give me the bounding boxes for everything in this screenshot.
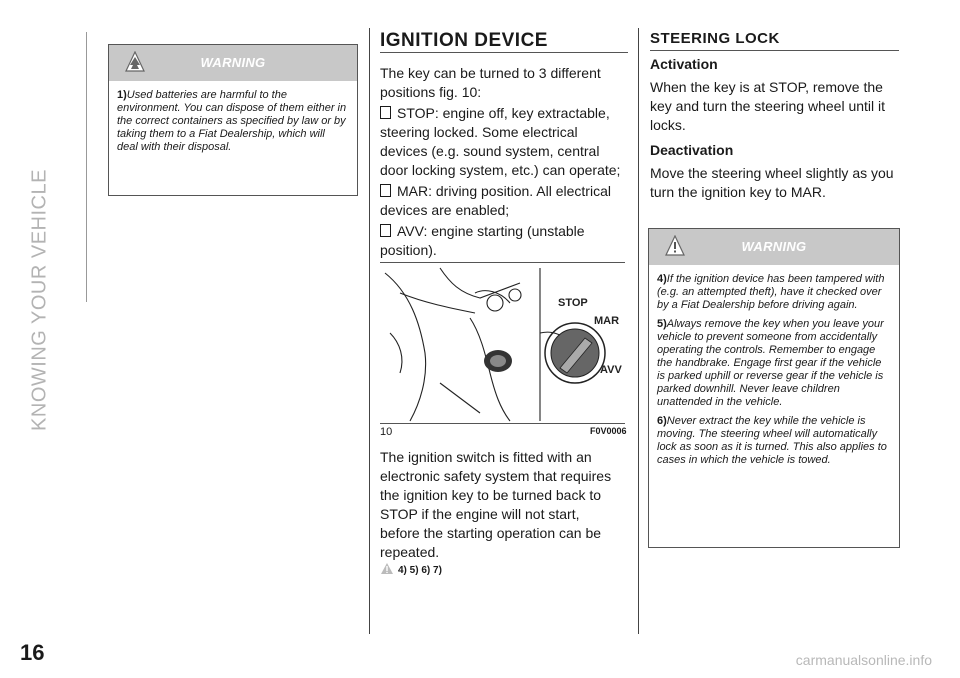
page-number: 16 [20, 640, 45, 665]
column-divider-2 [638, 28, 639, 634]
figure-label-avv: AVV [600, 364, 622, 376]
sidebar-divider [86, 32, 87, 302]
activation-title: Activation [650, 56, 718, 72]
deactivation-text: Move the steering wheel slightly as you turn the ignition key to MAR. [650, 165, 894, 200]
checkbox-bullet-icon [380, 106, 391, 119]
figure-number: 10 [380, 426, 393, 438]
warning-box-ignition [648, 228, 900, 548]
warning-item: 4)If the ignition device has been tampered with (e.g. an attempted theft), have it checked over by a Fiat Dealership before driving again. [657, 273, 885, 311]
deactivation-title: Deactivation [650, 142, 734, 158]
warning-item: 6)Never extract the key while the vehicle is moving. The steering wheel will automatically lock as soon as it is turned. This also applies to cases in which the vehicle is towed. [657, 415, 887, 466]
bullet-stop: STOP: engine off, key extractable, steering locked. Some electrical devices (e.g. sound system, central door locking system, etc.) can operate; [380, 105, 621, 178]
checkbox-bullet-icon [380, 224, 391, 237]
warning-item: 5)Always remove the key when you leave your vehicle to prevent someone from accidentally operating the controls. Remember to engage the handbrake. Engage first gear if the vehicle is parked uphill or reverse gear if the vehicle is parked downhill. Never leave children unattended in the vehicle. [657, 318, 884, 408]
watermark: carmanualsonline.info [795, 652, 932, 668]
figure-code: F0V0006 [590, 426, 627, 436]
checkbox-bullet-icon [380, 184, 391, 197]
ignition-body: The ignition switch is fitted with an electronic safety system that requires the ignition key to be turned back to STOP if the engine will not start, before the starting operation can be repeated. [380, 449, 612, 560]
column-divider-1 [369, 28, 370, 634]
section-title-text: KNOWING YOUR VEHICLE [28, 169, 51, 431]
figure-label-mar: MAR [594, 315, 620, 327]
ignition-figure [380, 262, 625, 424]
heading-rule [650, 50, 899, 51]
bullet-avv: AVV: engine starting (unstable position). [380, 223, 585, 258]
exclamation-icon [380, 562, 394, 575]
figure-label-stop: STOP [558, 297, 588, 309]
activation-text: When the key is at STOP, remove the key and turn the steering wheel until it locks. [650, 79, 886, 133]
warning-header [649, 229, 899, 265]
bullet-mar: MAR: driving position. All electrical devices are enabled; [380, 183, 611, 218]
warning-item: 1)Used batteries are harmful to the environment. You can dispose of them either in the correct containers as specified by law or by taking them to a Fiat Dealership, which will deal with their disposal. [117, 89, 347, 153]
warning-title: WARNING [741, 239, 807, 254]
ignition-illustration [380, 263, 625, 423]
ignition-intro: The key can be turned to 3 different positions fig. 10: [380, 65, 601, 100]
heading-rule [380, 52, 628, 53]
ignition-heading: IGNITION DEVICE [380, 30, 548, 51]
warning-title: WARNING [200, 55, 266, 70]
warning-box-environment [108, 44, 358, 196]
steering-lock-heading: STEERING LOCK [650, 30, 780, 47]
warning-header [109, 45, 357, 81]
warning-references: 4) 5) 6) 7) [380, 562, 442, 576]
